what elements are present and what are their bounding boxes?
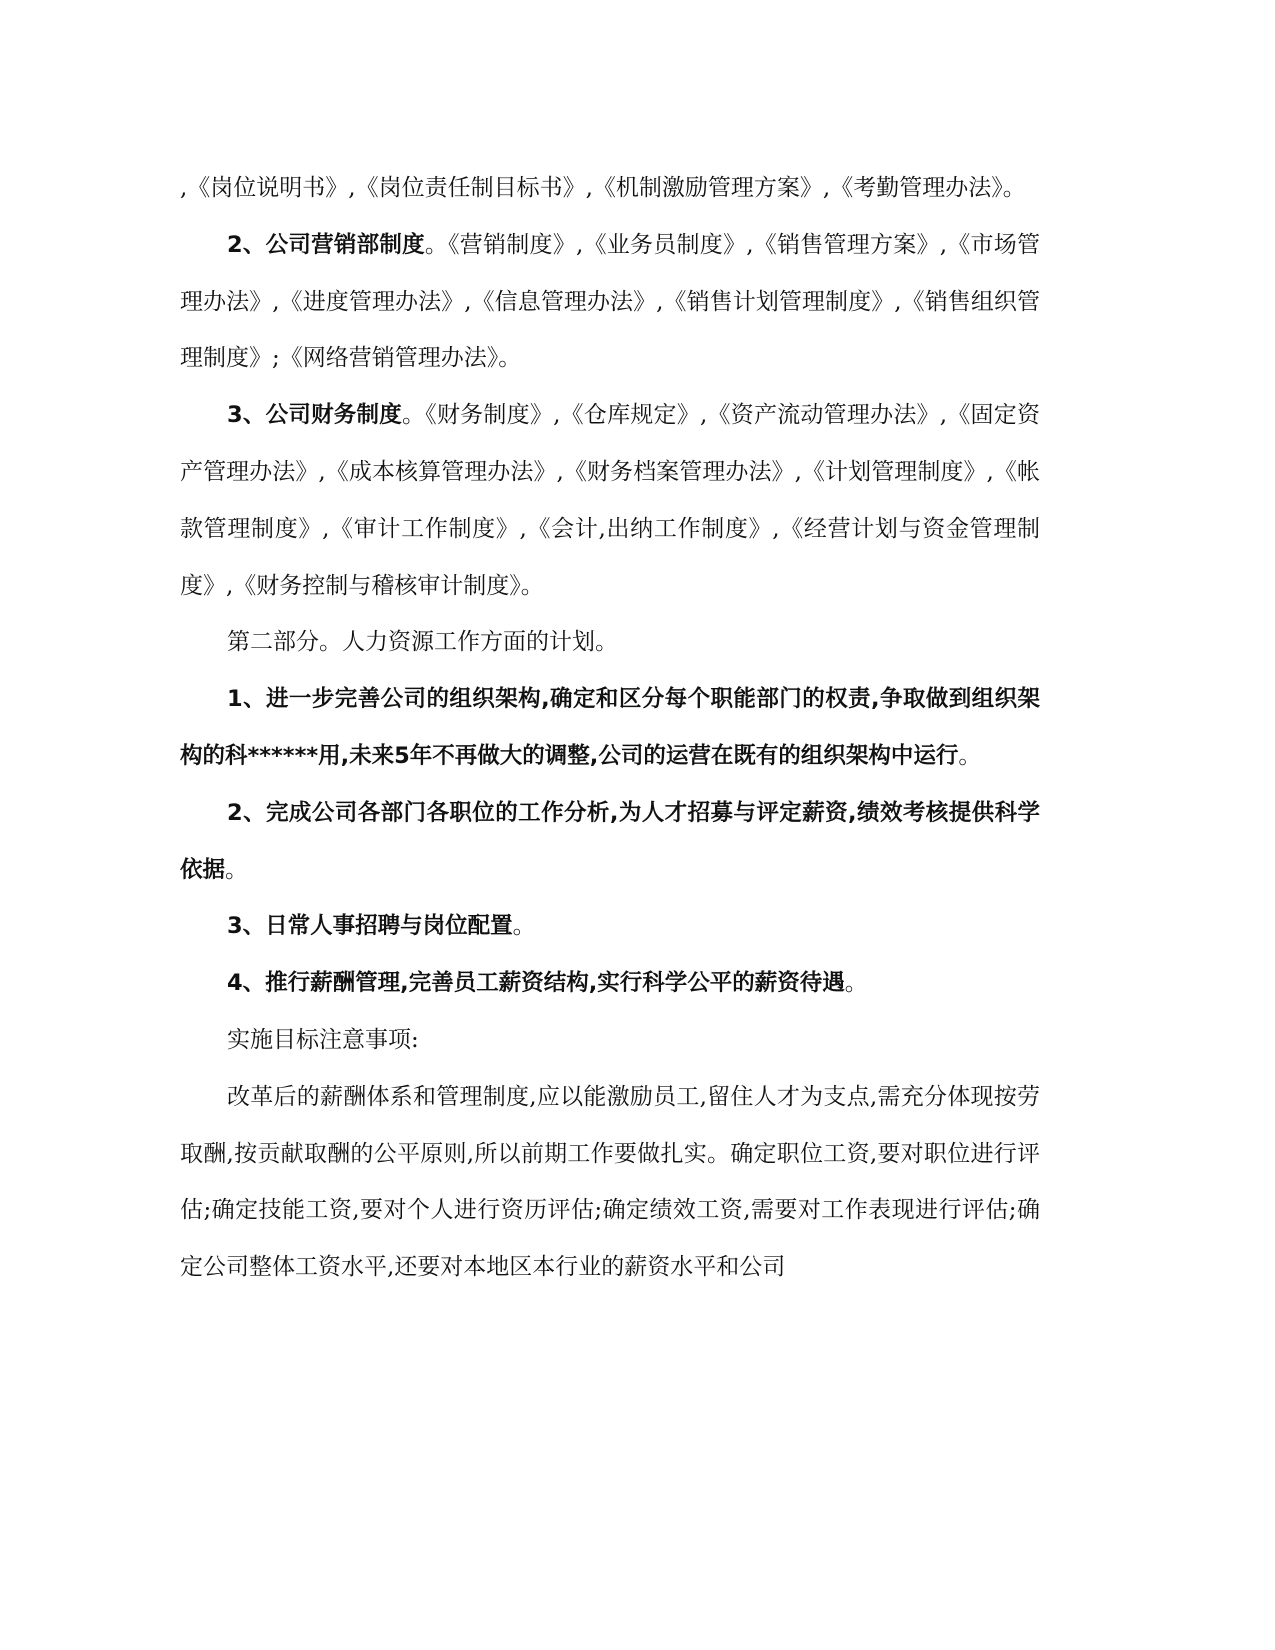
paragraph-text: 。《营销制度》,《业务员制度》,《销售管理方案》,《市场管理办法》,《进度管理办法》,《信息管理办法》,《销售计划管理制度》,《销售组织管理制度》;《网络营销管理办法》。 [180, 231, 1041, 372]
document-body [180, 160, 1040, 1296]
paragraph-finance-rules [180, 387, 1040, 614]
plan-item-text: 2、完成公司各部门各职位的工作分析,为人才招募与评定薪资,绩效考核提供科学依据 [180, 799, 1040, 883]
paragraph-text: 第二部分。人力资源工作方面的计划。 [227, 629, 618, 656]
paragraph-text: 。《财务制度》,《仓库规定》,《资产流动管理办法》,《固定资产管理办法》,《成本核算管理办法》,《财务档案管理办法》,《计划管理制度》,《帐款管理制度》,《审计工作制度》,《会计,出纳工作制度》,《经营计划与资金管理制度》,《财务控制与稽核审计制度》。 [180, 402, 1041, 599]
paragraph-part-two-title [180, 614, 1040, 671]
paragraph-hr-documents [180, 160, 1040, 217]
paragraph-punctuation: 。 [512, 913, 536, 940]
paragraph-plan-item-3 [180, 898, 1040, 955]
plan-item-text: 1、进一步完善公司的组织架构,确定和区分每个职能部门的权责,争取做到组织架构的科******用,未来5年不再做大的调整,公司的运营在既有的组织架构中运行 [180, 686, 1040, 769]
paragraph-punctuation: 。 [958, 742, 982, 769]
paragraph-text: ,《岗位说明书》,《岗位责任制目标书》,《机制激励管理方案》,《考勤管理办法》。 [180, 175, 1026, 201]
paragraph-notes-title [180, 1012, 1040, 1069]
paragraph-marketing-rules [180, 217, 1040, 387]
paragraph-notes-body [180, 1069, 1040, 1296]
section-heading: 3、公司财务制度 [227, 402, 402, 429]
plan-item-text: 4、推行薪酬管理,完善员工薪资结构,实行科学公平的薪资待遇 [227, 970, 845, 997]
paragraph-punctuation: 。 [225, 856, 249, 883]
paragraph-text: 改革后的薪酬体系和管理制度,应以能激励员工,留住人才为支点,需充分体现按劳取酬,按贡献取酬的公平原则,所以前期工作要做扎实。确定职位工资,要对职位进行评估;确定技能工资,要对个人进行资历评估;确定绩效工资,需要对工作表现进行评估;确定公司整体工资水平,还要对本地区本行业的薪资水平和公司 [180, 1083, 1040, 1281]
paragraph-plan-item-1 [180, 671, 1040, 785]
section-heading: 2、公司营销部制度 [227, 231, 425, 258]
paragraph-plan-item-2 [180, 785, 1040, 899]
paragraph-punctuation: 。 [844, 970, 868, 997]
paragraph-text: 实施目标注意事项: [227, 1026, 419, 1053]
plan-item-text: 3、日常人事招聘与岗位配置 [227, 913, 513, 940]
paragraph-plan-item-4 [180, 955, 1040, 1012]
